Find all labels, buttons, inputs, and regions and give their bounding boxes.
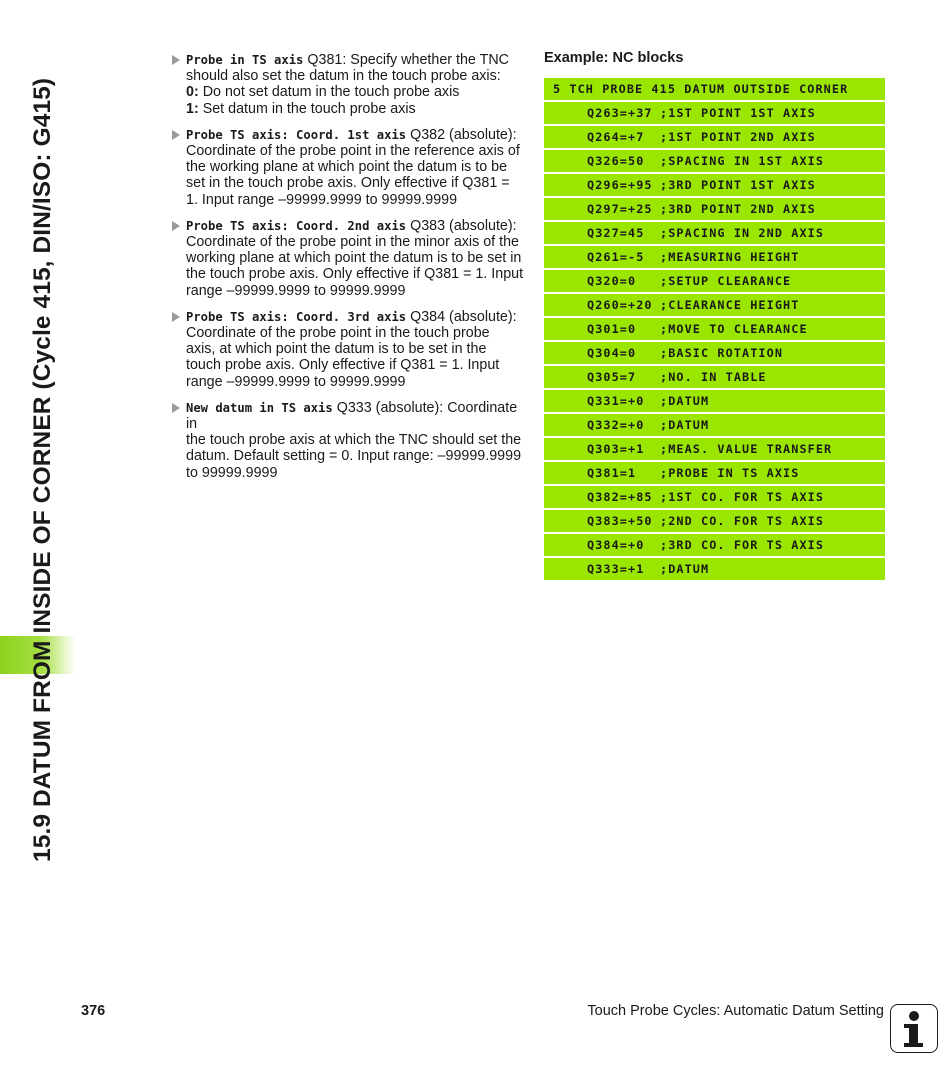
parameter-name: Probe TS axis: Coord. 2nd axis: [186, 218, 407, 233]
nc-parameter: Q320=0: [587, 274, 637, 288]
nc-comment: ;1ST CO. FOR TS AXIS: [660, 490, 825, 504]
parameter-name: Probe in TS axis: [186, 53, 304, 67]
parameter-description: Q382 (absolute):: [410, 126, 517, 143]
nc-parameter: Q296=+95: [587, 178, 653, 192]
parameter-description: Coordinate of the probe point in the reference axis of: [186, 143, 520, 160]
nc-comment: ;3RD POINT 2ND AXIS: [660, 202, 816, 216]
nc-comment: ;DATUM: [660, 418, 710, 432]
nc-comment: ;2ND CO. FOR TS AXIS: [660, 514, 825, 528]
nc-block-row: [544, 222, 885, 244]
parameter-option: [186, 84, 526, 100]
nc-parameter: Q305=7: [587, 370, 637, 384]
nc-parameter: Q327=45: [587, 226, 645, 240]
parameter-description: datum. Default setting = 0. Input range: –99999.9999: [186, 448, 522, 465]
parameter-description: Q381: Specify whether the TNC: [307, 52, 509, 68]
nc-block-row: [544, 126, 885, 148]
nc-parameter: Q382=+85: [587, 490, 653, 504]
footer-title: Touch Probe Cycles: Automatic Datum Setting: [587, 1003, 884, 1019]
nc-block-row: [544, 294, 885, 316]
parameter-item: [170, 52, 526, 117]
nc-block-row: [544, 366, 885, 388]
parameter-description: 1. Input range –99999.9999 to 99999.9999: [186, 191, 458, 208]
parameter-name: Probe TS axis: Coord. 1st axis: [186, 127, 407, 142]
nc-parameter: Q331=+0: [587, 394, 645, 408]
parameter-description: Coordinate of the probe point in the minor axis of the: [186, 234, 520, 251]
nc-block-row: [544, 174, 885, 196]
nc-block-row: [544, 270, 885, 292]
nc-comment: ;BASIC ROTATION: [660, 346, 784, 360]
parameter-description: the working plane at which point the datum is to be: [186, 159, 508, 176]
nc-header-row: 5 TCH PROBE 415 DATUM OUTSIDE CORNER: [544, 78, 885, 100]
parameter-description: Q384 (absolute):: [410, 308, 517, 325]
option-text: Do not set datum in the touch probe axis: [198, 84, 460, 101]
option-text: Set datum in the touch probe axis: [198, 100, 416, 117]
parameter-description: Q333 (absolute): Coordinate in: [186, 399, 518, 433]
page-number: 376: [81, 1003, 106, 1019]
parameter-description: Coordinate of the probe point in the touch probe: [186, 325, 490, 342]
nc-block-row: [544, 486, 885, 508]
parameter-description: range –99999.9999 to 99999.9999: [186, 282, 406, 299]
nc-comment: ;SPACING IN 2ND AXIS: [660, 226, 825, 240]
parameter-description: axis, at which point the datum is to be set in the: [186, 341, 487, 358]
bullet-arrow-icon: [172, 403, 180, 413]
parameter-description: set in the touch probe axis. Only effective if Q381 =: [186, 175, 510, 192]
nc-parameter: Q304=0: [587, 346, 637, 360]
nc-parameter: Q261=-5: [587, 250, 645, 264]
nc-block-row: [544, 510, 885, 532]
nc-block-row: [544, 102, 885, 124]
example-heading: Example: NC blocks: [544, 50, 684, 66]
parameter-description: the touch probe axis. Only effective if Q381 = 1. Input: [186, 266, 524, 283]
nc-block-row: [544, 438, 885, 460]
nc-block-row: [544, 246, 885, 268]
nc-block-row: [544, 414, 885, 436]
nc-parameter: Q263=+37: [587, 106, 653, 120]
nc-block-row: [544, 534, 885, 556]
nc-block-row: [544, 390, 885, 412]
nc-comment: ;1ST POINT 2ND AXIS: [660, 130, 816, 144]
nc-parameter: Q297=+25: [587, 202, 653, 216]
option-key: 1:: [186, 100, 199, 117]
parameter-description: Q383 (absolute):: [410, 217, 517, 234]
parameter-name: New datum in TS axis: [186, 400, 333, 415]
parameter-list: [170, 52, 526, 491]
nc-parameter: Q260=+20: [587, 298, 653, 312]
nc-parameter: Q333=+1: [587, 562, 645, 576]
parameter-option: [186, 101, 526, 117]
nc-parameter: Q384=+0: [587, 538, 645, 552]
bullet-arrow-icon: [172, 221, 180, 231]
nc-block-row: [544, 198, 885, 220]
parameter-description: the touch probe axis at which the TNC should set the: [186, 432, 522, 449]
nc-comment: ;DATUM: [660, 562, 710, 576]
nc-comment: ;1ST POINT 1ST AXIS: [660, 106, 816, 120]
nc-comment: ;NO. IN TABLE: [660, 370, 767, 384]
nc-parameter: Q326=50: [587, 154, 645, 168]
bullet-arrow-icon: [172, 55, 180, 65]
nc-block-row: [544, 150, 885, 172]
option-key: 0:: [186, 84, 199, 101]
parameter-name: Probe TS axis: Coord. 3rd axis: [186, 309, 407, 324]
nc-comment: ;MOVE TO CLEARANCE: [660, 322, 808, 336]
nc-comment: ;DATUM: [660, 394, 710, 408]
nc-block-row: [544, 342, 885, 364]
nc-block-row: [544, 462, 885, 484]
parameter-description: should also set the datum in the touch probe axis:: [186, 68, 501, 85]
parameter-item: [170, 400, 526, 481]
nc-comment: ;PROBE IN TS AXIS: [660, 466, 800, 480]
chapter-side-title: 15.9 DATUM FROM INSIDE OF CORNER (Cycle 415, DIN/ISO: G415): [29, 77, 56, 862]
parameter-item: [170, 309, 526, 390]
bullet-arrow-icon: [172, 312, 180, 322]
nc-parameter: Q303=+1: [587, 442, 645, 456]
bullet-arrow-icon: [172, 130, 180, 140]
nc-comment: ;CLEARANCE HEIGHT: [660, 298, 800, 312]
nc-blocks-listing: [544, 78, 885, 582]
nc-comment: ;3RD CO. FOR TS AXIS: [660, 538, 825, 552]
nc-comment: ;3RD POINT 1ST AXIS: [660, 178, 816, 192]
nc-parameter: Q332=+0: [587, 418, 645, 432]
nc-comment: ;MEASURING HEIGHT: [660, 250, 800, 264]
parameter-description: touch probe axis. Only effective if Q381 = 1. Input: [186, 357, 500, 374]
nc-comment: ;SETUP CLEARANCE: [660, 274, 792, 288]
parameter-item: [170, 218, 526, 299]
nc-parameter: Q301=0: [587, 322, 637, 336]
parameter-item: [170, 127, 526, 208]
nc-parameter: Q383=+50: [587, 514, 653, 528]
nc-block-row: [544, 318, 885, 340]
parameter-description: range –99999.9999 to 99999.9999: [186, 373, 406, 390]
nc-parameter: Q381=1: [587, 466, 637, 480]
nc-comment: ;MEAS. VALUE TRANSFER: [660, 442, 833, 456]
info-icon: [890, 1004, 938, 1053]
parameter-description: working plane at which point the datum is to be set in: [186, 250, 522, 267]
nc-parameter: Q264=+7: [587, 130, 645, 144]
parameter-description: to 99999.9999: [186, 464, 278, 481]
nc-comment: ;SPACING IN 1ST AXIS: [660, 154, 825, 168]
nc-block-row: [544, 558, 885, 580]
